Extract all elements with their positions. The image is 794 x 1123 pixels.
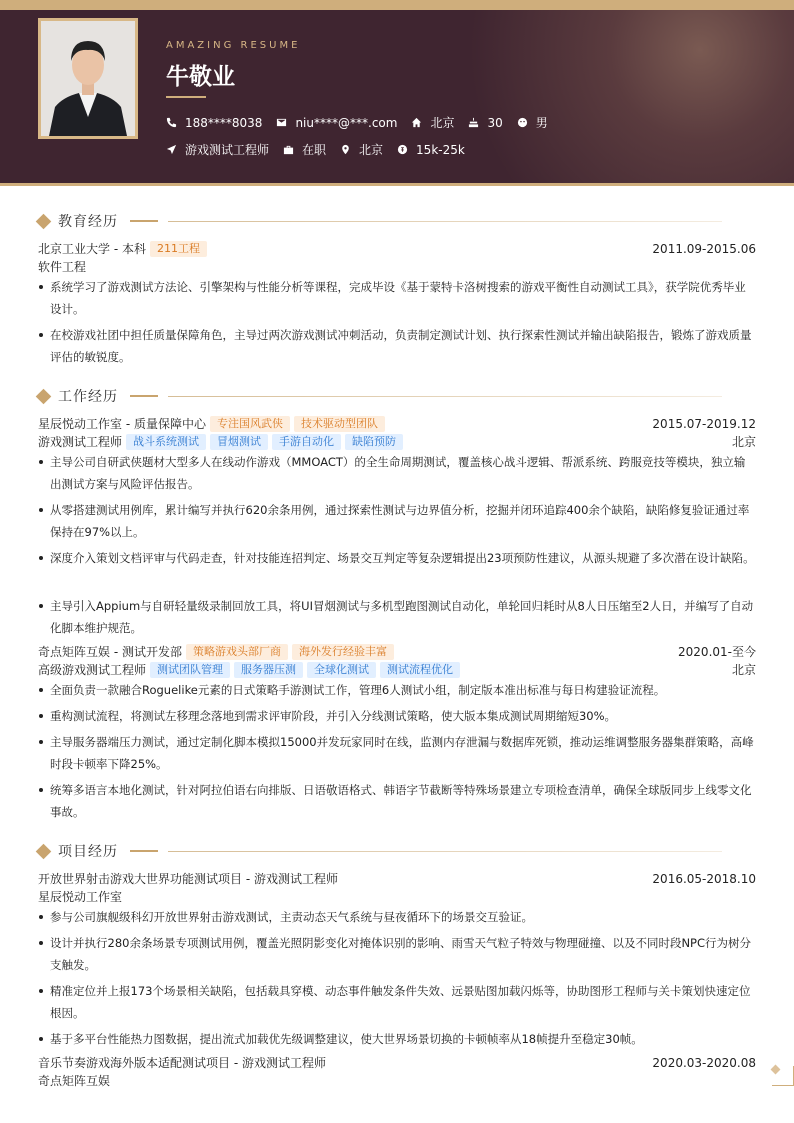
list-item: 设计并执行280余条场景专项测试用例，覆盖光照阴影变化对掩体识别的影响、雨雪天气粒子特效与物理碰撞、以及不同时段NPC行为树分支触发。	[38, 932, 756, 976]
skill-tag: 冒烟测试	[210, 434, 268, 450]
list-item: 全面负责一款融合Roguelike元素的日式策略手游测试工作，管理6人测试小组，制定版本准出标准与每日构建验证流程。	[38, 679, 756, 701]
target-job-text: 游戏测试工程师	[185, 143, 270, 157]
work-entry-header	[38, 415, 756, 432]
school-name: 北京工业大学 - 本科	[38, 242, 146, 256]
company-tag: 专注国风武侠	[210, 416, 290, 432]
project-title: 开放世界射击游戏大世界功能测试项目 - 游戏测试工程师	[38, 872, 338, 886]
top-accent-bar	[0, 0, 794, 10]
age-item	[468, 116, 502, 130]
target-city-item	[340, 141, 383, 158]
avatar	[38, 18, 138, 139]
email-item	[276, 116, 397, 130]
title-accent-line	[130, 850, 158, 852]
section-title: 工作经历	[58, 389, 118, 405]
project-org-row	[38, 888, 756, 905]
section-title: 项目经历	[58, 844, 118, 860]
list-item: 精准定位并上报173个场景相关缺陷，包括载具穿模、动态事件触发条件失效、远景贴图加载闪烁等，协助图形工程师与关卡策划快速定位根因。	[38, 980, 756, 1024]
target-city-text: 北京	[359, 143, 384, 157]
skill-tag: 缺陷预防	[345, 434, 403, 450]
send-icon	[166, 144, 177, 155]
list-item: 参与公司旗舰级科幻开放世界射击游戏测试，主责动态天气系统与昼夜循环下的场景交互验证。	[38, 906, 756, 928]
email-text: niu****@***.com	[295, 115, 398, 130]
target-job-item	[166, 141, 269, 158]
job-intent-row	[166, 141, 479, 158]
list-item: 系统学习了游戏测试方法论、引擎架构与性能分析等课程，完成毕设《基于蒙特卡洛树搜索的游戏平衡性自动测试工具》，获学院优秀毕业设计。	[38, 276, 756, 320]
page-corner-ornament	[772, 1066, 794, 1086]
education-entry-header	[38, 240, 756, 257]
work-entry-header	[38, 643, 756, 660]
list-item: 在校游戏社团中担任质量保障角色，主导过两次游戏测试冲刺活动，负责制定测试计划、执行探索性测试并输出缺陷报告，锻炼了游戏质量评估的敏锐度。	[38, 324, 756, 368]
skill-tag: 测试流程优化	[380, 662, 460, 678]
diamond-icon	[36, 213, 52, 229]
diamond-icon	[36, 388, 52, 404]
status-item	[283, 141, 326, 158]
company-tag: 海外发行经验丰富	[292, 644, 394, 660]
education-major-row	[38, 258, 756, 275]
education-date: 2011.09-2015.06	[652, 241, 756, 256]
job-role: 高级游戏测试工程师	[38, 663, 147, 677]
briefcase-icon	[283, 144, 294, 155]
job-role: 游戏测试工程师	[38, 435, 123, 449]
school-tag: 211工程	[150, 241, 207, 257]
title-divider	[168, 851, 722, 852]
list-item: 主导服务器端压力测试，通过定制化脚本模拟15000并发玩家同时在线，监测内存泄漏与数据库死锁，推动运维调整服务器集群策略，高峰时段卡顿率下降25%。	[38, 731, 756, 775]
skill-tag: 战斗系统测试	[126, 434, 206, 450]
section-title: 教育经历	[58, 214, 118, 230]
title-divider	[168, 221, 722, 222]
cake-icon	[468, 117, 479, 128]
list-item: 基于多平台性能热力图数据，提出流式加载优先级调整建议，使大世界场景切换的卡顿帧率从18帧提升至稳定30帧。	[38, 1028, 756, 1050]
project-org: 奇点矩阵互娱	[38, 1074, 111, 1088]
contact-row	[166, 114, 562, 131]
work-date: 2015.07-2019.12	[652, 416, 756, 431]
company-name: 星辰悦动工作室 - 质量保障中心	[38, 417, 206, 431]
list-item: 主导公司自研武侠题材大型多人在线动作游戏（MMOACT）的全生命周期测试，覆盖核心战斗逻辑、帮派系统、跨服竞技等模块，独立输出测试方案与风险评估报告。	[38, 451, 756, 495]
mail-icon	[276, 117, 287, 128]
list-item: 深度介入策划文档评审与代码走查，针对技能连招判定、场景交互判定等复杂逻辑提出23项预防性建议，从源头规避了多次潜在设计缺陷。	[38, 547, 756, 569]
company-tag: 技术驱动型团队	[294, 416, 385, 432]
skill-tag: 手游自动化	[272, 434, 341, 450]
phone-icon	[166, 117, 177, 128]
project-title: 音乐节奏游戏海外版本适配测试项目 - 游戏测试工程师	[38, 1056, 326, 1070]
list-item: 统筹多语言本地化测试，针对阿拉伯语右向排版、日语敬语格式、韩语字节截断等特殊场景建立专项检查清单，确保全球版同步上线零文化事故。	[38, 779, 756, 823]
hometown-item	[411, 114, 454, 131]
salary-text: 15k-25k	[416, 142, 465, 157]
project-date: 2020.03-2020.08	[652, 1055, 756, 1070]
status-text: 在职	[302, 143, 327, 157]
skill-tag: 服务器压测	[234, 662, 303, 678]
work-role-row	[38, 661, 756, 678]
project-date: 2016.05-2018.10	[652, 871, 756, 886]
project-entry-header	[38, 870, 756, 887]
section-work-header	[36, 386, 758, 406]
title-divider	[168, 396, 722, 397]
list-item: 主导引入Appium与自研轻量级录制回放工具，将UI冒烟测试与多机型跑图测试自动化，单轮回归耗时从8人日压缩至2人日，并编写了自动化脚本维护规范。	[38, 595, 756, 639]
gender-icon	[517, 117, 528, 128]
age-text: 30	[487, 115, 503, 130]
project-entry-header	[38, 1054, 756, 1071]
gender-item	[517, 114, 548, 131]
name-underline	[166, 96, 206, 98]
money-icon	[397, 144, 408, 155]
company-tag: 策略游戏头部厂商	[186, 644, 288, 660]
resume-header	[0, 10, 794, 186]
salary-item	[397, 143, 465, 157]
title-accent-line	[130, 220, 158, 222]
major-name: 软件工程	[38, 260, 87, 274]
section-project-header	[36, 841, 758, 861]
diamond-icon	[36, 843, 52, 859]
work-role-row	[38, 433, 756, 450]
skill-tag: 测试团队管理	[150, 662, 230, 678]
project-org: 星辰悦动工作室	[38, 890, 123, 904]
work-city: 北京	[731, 663, 756, 677]
hometown-text: 北京	[430, 116, 455, 130]
project-org-row	[38, 1072, 756, 1089]
list-item: 从零搭建测试用例库，累计编写并执行620余条用例，通过探索性测试与边界值分析，挖掘并闭环追踪400余个缺陷，缺陷修复验证通过率保持在97%以上。	[38, 499, 756, 543]
work-date: 2020.01-至今	[678, 645, 756, 659]
company-name: 奇点矩阵互娱 - 测试开发部	[38, 645, 182, 659]
home-icon	[411, 117, 422, 128]
phone-item	[166, 116, 262, 130]
title-accent-line	[130, 395, 158, 397]
skill-tag: 全球化测试	[307, 662, 376, 678]
phone-text: 188****8038	[185, 115, 263, 130]
diamond-icon	[771, 1065, 781, 1075]
candidate-name: 牛敬业	[166, 64, 235, 90]
section-education-header	[36, 211, 758, 231]
work-city: 北京	[731, 435, 756, 449]
list-item: 重构测试流程，将测试左移理念落地到需求评审阶段，并引入分线测试策略，使大版本集成测试周期缩短30%。	[38, 705, 756, 727]
resume-brand: AMAZING RESUME	[166, 40, 301, 51]
location-icon	[340, 144, 351, 155]
gender-text: 男	[535, 116, 548, 130]
